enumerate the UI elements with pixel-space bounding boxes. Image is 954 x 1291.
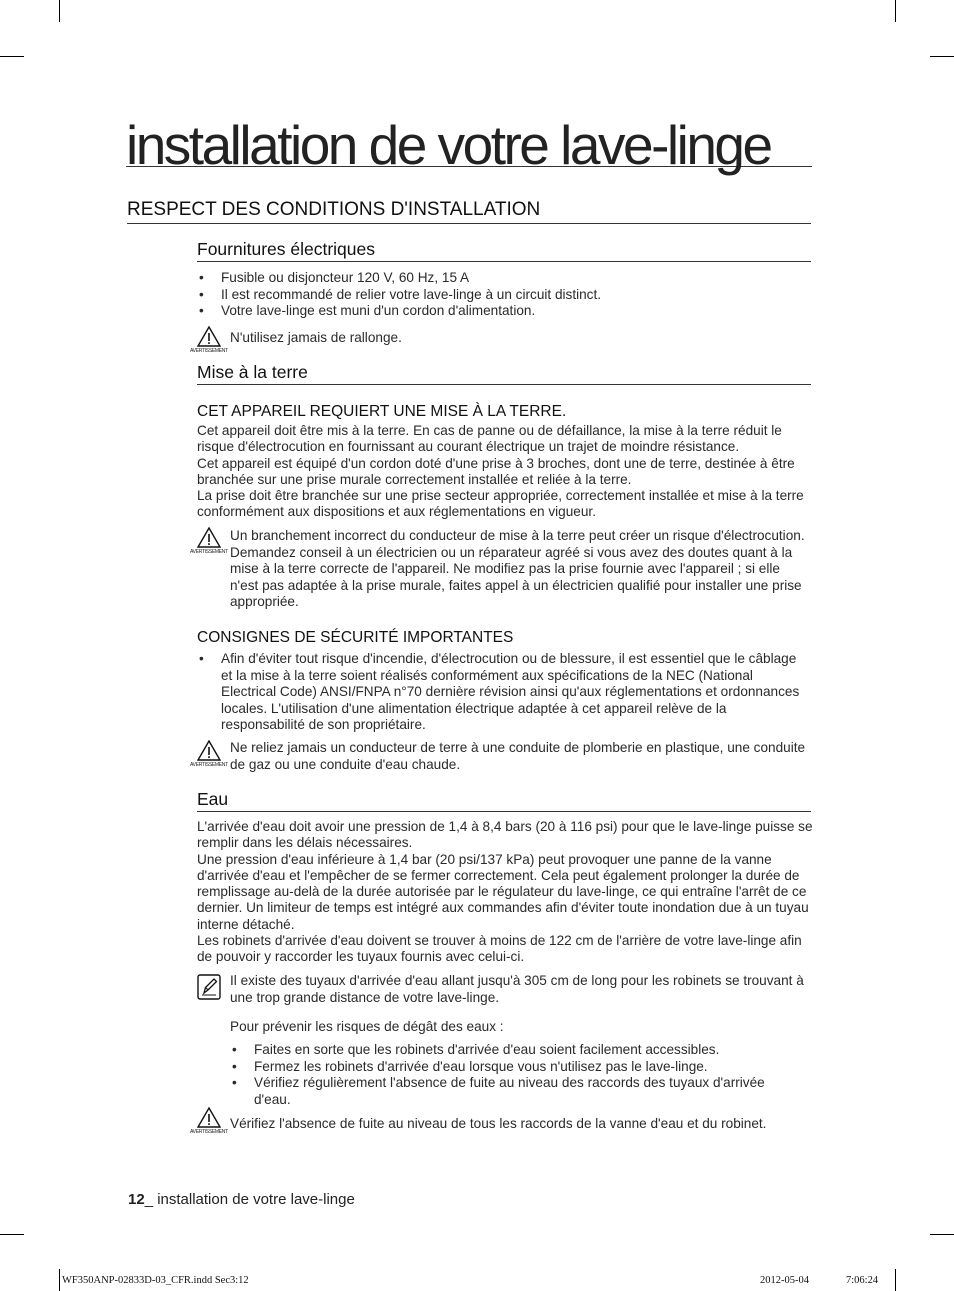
slug-file: WF350ANP-02833D-03_CFR.indd Sec3:12 [62,1275,249,1286]
crop-mark [895,0,896,22]
page-number: 12 [128,1191,145,1208]
slug-time: 7:06:24 [846,1275,879,1286]
warning-text: Ne reliez jamais un conducteur de terre à une conduite de plomberie en plastique, une conduite de gaz ou une conduite d'eau chaude. [230,740,806,772]
heading-electrical: Fournitures électriques [197,238,811,262]
crop-mark [930,1234,954,1235]
warning-text: N'utilisez jamais de rallonge. [230,330,402,345]
grounding-paragraph: Cet appareil doit être mis à la terre. En cas de panne ou de défaillance, la mise à la terre réduit le risque d'électrocution en fournissant au courant électrique un trajet de moindre résistance. Cet appareil est équipé d'un cordon doté d'une prise à 3 broches, dont une de terre, destinée à être branchée sur une prise murale correctement installée et reliée à la terre. La prise doit être branchée sur une prise secteur appropriée, correctement installée et mise à la terre conformément aux dispositions et aux réglementations en vigueur. [197,423,804,520]
crop-mark [0,1234,24,1235]
list-item: • Il est recommandé de relier votre lave-linge à un circuit distinct. [197,287,811,304]
list-item: • Fermez les robinets d'arrivée d'eau lorsque vous n'utilisez pas le lave-linge. [230,1059,790,1076]
page-title: installation de votre lave-linge [126,112,812,167]
note-icon [197,974,221,1000]
warning-label: AVERTISSEMENT [190,762,228,768]
crop-mark [895,1269,896,1291]
crop-mark [59,0,60,22]
warning-text: Un branchement incorrect du conducteur de mise à la terre peut créer un risque d'électrocution. Demandez conseil à un électricien ou un réparateur agréé si vous avez des doutes quant à la mise à la terre correcte de l'appareil. Ne modifiez pas la prise fournie avec l'appareil ; si elle n'est pas adaptée à la prise murale, faites appel à un électricien qualifié pour installer une prise appropriée. [230,528,805,610]
caps-heading-safety: CONSIGNES DE SÉCURITÉ IMPORTANTES [197,629,514,646]
warning-label: AVERTISSEMENT [190,1129,228,1135]
footer-text: _ installation de votre lave-linge [144,1191,355,1208]
safety-bullets [197,651,811,734]
slug-date: 2012-05-04 [760,1275,809,1286]
crop-mark [930,56,954,57]
warning-icon [190,740,230,772]
page-footer [128,1191,355,1209]
warning-label: AVERTISSEMENT [190,549,228,555]
list-item: • Faites en sorte que les robinets d'arrivée d'eau soient facilement accessibles. [230,1042,790,1059]
heading-grounding: Mise à la terre [197,361,811,385]
crop-mark [59,1269,60,1291]
water-paragraph: L'arrivée d'eau doit avoir une pression de 1,4 à 8,4 bars (20 à 116 psi) pour que le lave-linge puisse se remplir dans les délais nécessaires. Une pression d'eau inférieure à 1,4 bar (20 psi/137 kPa) peut provoquer une panne de la vanne d'arrivée d'eau et l'empêcher de se fermer correctement. Cela peut également prolonger la durée de remplissage au-delà de la durée autorisée par le régulateur du lave-linge, ce qui entraîne l'arrêt de ce dernier. Un limiteur de temps est intégré aux commandes afin d'éviter toute inondation due à un tuyau interne détaché. Les robinets d'arrivée d'eau doivent se trouver à moins de 122 cm de l'arrière de votre lave-linge afin de pouvoir y raccorder les tuyaux fournis avec celui-ci. [197,819,813,965]
warning-icon [190,1107,230,1139]
section-title: RESPECT DES CONDITIONS D'INSTALLATION [127,198,811,224]
crop-mark [0,56,24,57]
warning-icon [190,527,230,559]
warning-icon [190,326,230,358]
note-text: Il existe des tuyaux d'arrivée d'eau allant jusqu'à 305 cm de long pour les robinets se trouvant à une trop grande distance de votre lave-linge. [230,973,804,1005]
heading-water: Eau [197,788,811,812]
list-item: • Fusible ou disjoncteur 120 V, 60 Hz, 15 A [197,270,811,287]
prevent-bullets [230,1042,790,1108]
warning-label: AVERTISSEMENT [190,348,228,354]
list-item: • Vérifiez régulièrement l'absence de fuite au niveau des raccords des tuyaux d'arrivée d'eau. [230,1075,790,1108]
list-item: • Votre lave-linge est muni d'un cordon d'alimentation. [197,303,811,320]
list-item: • Afin d'éviter tout risque d'incendie, d'électrocution ou de blessure, il est essentiel que le câblage et la mise à la terre soient réalisés conformément aux spécifications de la NEC (National Electrical Code) ANSI/FNPA n°70 dernière révision ainsi qu'aux réglementations et ordonnances locales. L'utilisation d'une alimentation électrique adaptée à cet appareil relève de la responsabilité de son propriétaire. [197,651,811,734]
prevent-intro: Pour prévenir les risques de dégât des eaux : [230,1019,504,1034]
electrical-bullets [197,270,811,320]
warning-text: Vérifiez l'absence de fuite au niveau de tous les raccords de la vanne d'eau et du robinet. [230,1116,767,1131]
caps-heading-grounding: CET APPAREIL REQUIERT UNE MISE À LA TERRE. [197,403,567,420]
